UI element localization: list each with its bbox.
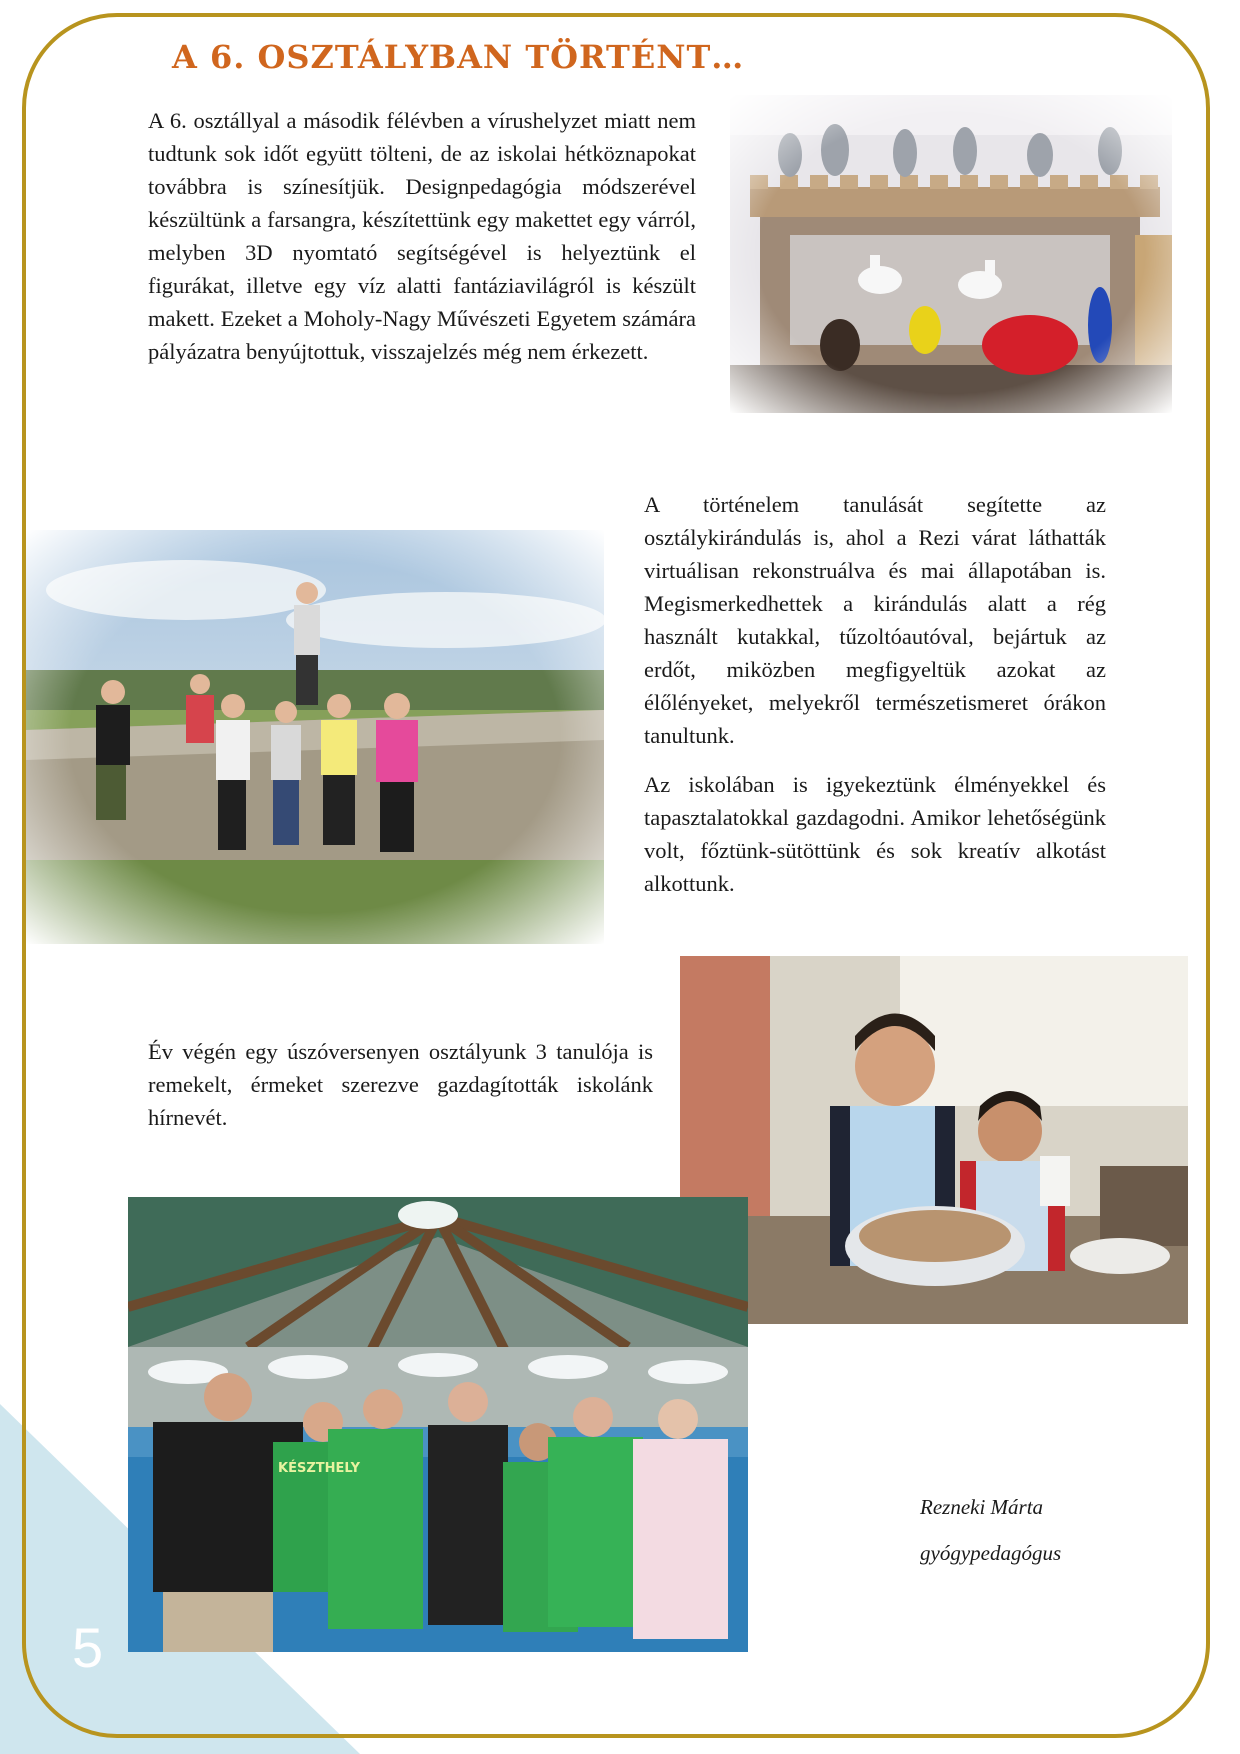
castle-model-photo — [730, 95, 1172, 413]
paragraph-intro — [148, 104, 696, 384]
paragraph-trip-block — [644, 488, 1106, 916]
paragraph-1: A 6. osztállyal a második félévben a vírushelyzet miatt nem tudtunk sok időt együtt tölteni, de az iskolai hétköznapokat továbbra is színesítjük. Designpedagógia módszerével készültünk a farsangra, készítettünk egy makettet egy várról, melyben 3D nyomtató segítségével is helyeztünk el figurákat, illetve egy víz alatti fantáziavilágról is készült makett. Ezeket a Moholy-Nagy Művészeti Egyetem számára pályázatra benyújtottuk, visszajelzés még nem érkezett. — [148, 108, 696, 364]
paragraph-swim — [148, 1035, 653, 1150]
shirt-text: KÉSZTHELY — [278, 1461, 361, 1476]
author-role: gyógypedagógus — [920, 1541, 1062, 1565]
page-title: A 6. OSZTÁLYBAN TÖRTÉNT… — [172, 38, 745, 76]
swimming-competition-photo — [128, 1197, 748, 1652]
author-name: Rezneki Márta — [920, 1495, 1044, 1519]
page-number: 5 — [72, 1616, 104, 1679]
paragraph-4: Év végén egy úszóversenyen osztályunk 3 tanulója is remekelt, érmeket szerezve gazdagították iskolánk hírnevét. — [148, 1039, 653, 1130]
signature-block — [920, 1484, 1061, 1576]
cooking-photo — [680, 956, 1188, 1324]
class-trip-photo — [26, 530, 604, 944]
paragraph-2: A történelem tanulását segítette az osztálykirándulás is, ahol a Rezi várat láthatták virtuálisan rekonstruálva és mai állapotában is. Megismerkedhettek a kirándulás alatt a rég használt kutakkal, tűzoltóautóval, bejártuk az erdőt, miközben megfigyeltük azokat az élőlényeket, melyekről természetismeret órákon tanultunk. — [644, 492, 1106, 748]
paragraph-3: Az iskolában is igyekeztünk élményekkel és tapasztalatokkal gazdagodni. Amikor lehetőségünk volt, főztünk-sütöttünk és sok kreatív alkotást alkottunk. — [644, 772, 1106, 896]
